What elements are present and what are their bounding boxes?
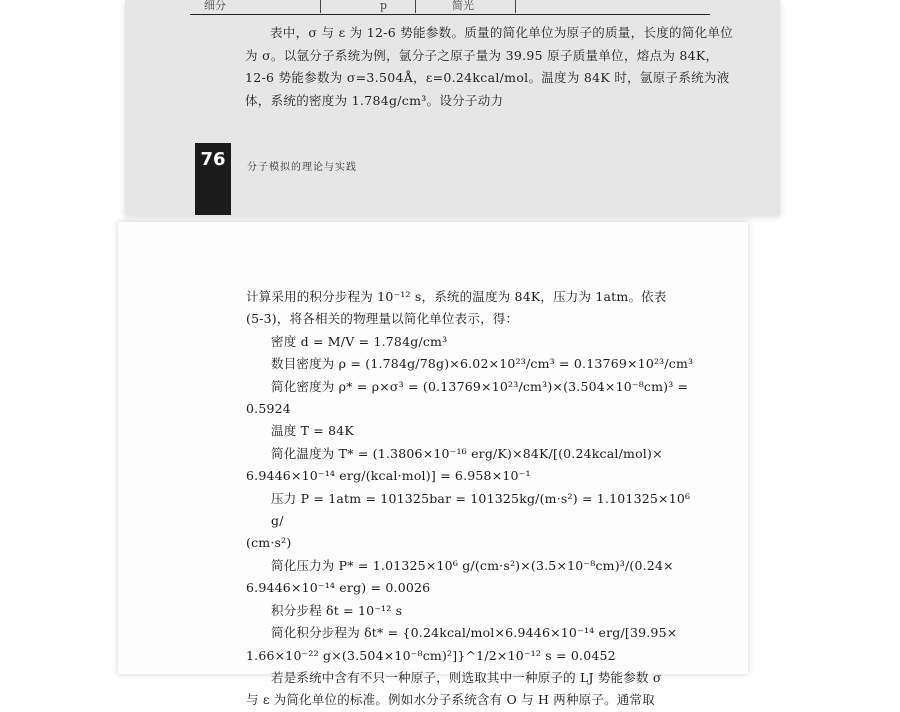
table-remnant (190, 0, 710, 15)
previous-page-fragment (125, 0, 780, 215)
running-head: 分子模拟的理论与实践 (247, 162, 357, 173)
text-line: 1.66×10⁻²² g×(3.504×10⁻⁸cm)²]}^1/2×10⁻¹² s = 0.0452 (246, 647, 616, 663)
text-line: 0.5924 (246, 401, 291, 417)
text-line: 压力 P = 1atm = 101325bar = 101325kg/(m·s²) = 1.101325×10⁶ g/ (271, 490, 691, 529)
text-line: 计算采用的积分步程为 10⁻¹² s，系统的温度为 84K，压力为 1atm。依表 (246, 289, 667, 304)
text-line: (5-3)，将各相关的物理量以简化单位表示，得： (246, 311, 519, 327)
table-divider (320, 0, 321, 13)
text-line: 简化密度为 ρ* = ρ×σ³ = (0.13769×10²³/cm³)×(3.504×10⁻⁸cm)³ = (271, 378, 689, 394)
page-number: 76 (200, 149, 226, 170)
text-line: 简化温度为 T* = (1.3806×10⁻¹⁶ erg/K)×84K/[(0.24kcal/mol)× (271, 445, 663, 461)
text-line: 密度 d = M/V = 1.784g/cm³ (271, 333, 448, 349)
current-page (118, 222, 748, 708)
table-cell: p (380, 0, 388, 12)
table-cell: 细分 (204, 0, 226, 12)
text-line: 温度 T = 84K (271, 423, 354, 439)
text-line: 与 ε 为简化单位的标准。例如水分子系统含有 O 与 H 两种原子。通常取 (246, 692, 655, 708)
text-line: 数目密度为 ρ = (1.784g/78g)×6.02×10²³/cm³ = 0.13769×10²³/cm³ (271, 356, 694, 372)
table-divider (515, 0, 516, 13)
text-line: 若是系统中含有不只一种原子，则选取其中一种原子的 LJ 势能参数 σ (271, 669, 662, 685)
text-line: 6.9446×10⁻¹⁴ erg) = 0.0026 (246, 580, 431, 596)
table-divider (415, 0, 416, 13)
text-line: 积分步程 δt = 10⁻¹² s (271, 602, 403, 618)
top-paragraph: 表中，σ 与 ε 为 12-6 势能参数。质量的简化单位为原子的质量，长度的简化单位为 σ。以氩分子系统为例，氩分子之原子量为 39.95 原子质量单位，熔点为 84K，12-6 势能参数为 σ=3.504Å，ε=0.24kcal/mol。温度为 84K 时，氩原子系统为液体，系统的密度为 1.784g/cm³。设分子动力 (245, 25, 734, 108)
table-cell: 简光 (452, 0, 474, 12)
text-line: 简化压力为 P* = 1.01325×10⁶ g/(cm·s²)×(3.5×10⁻⁸cm)³/(0.24× (271, 557, 674, 573)
text-line: (cm·s²) (246, 535, 292, 551)
body-text (246, 286, 706, 712)
text-line: 简化积分步程为 δt* = {0.24kcal/mol×6.9446×10⁻¹⁴ erg/[39.95× (271, 625, 678, 641)
text-line: 6.9446×10⁻¹⁴ erg/(kcal·mol)] = 6.958×10⁻¹ (246, 468, 531, 484)
page-number-tab (195, 143, 231, 215)
